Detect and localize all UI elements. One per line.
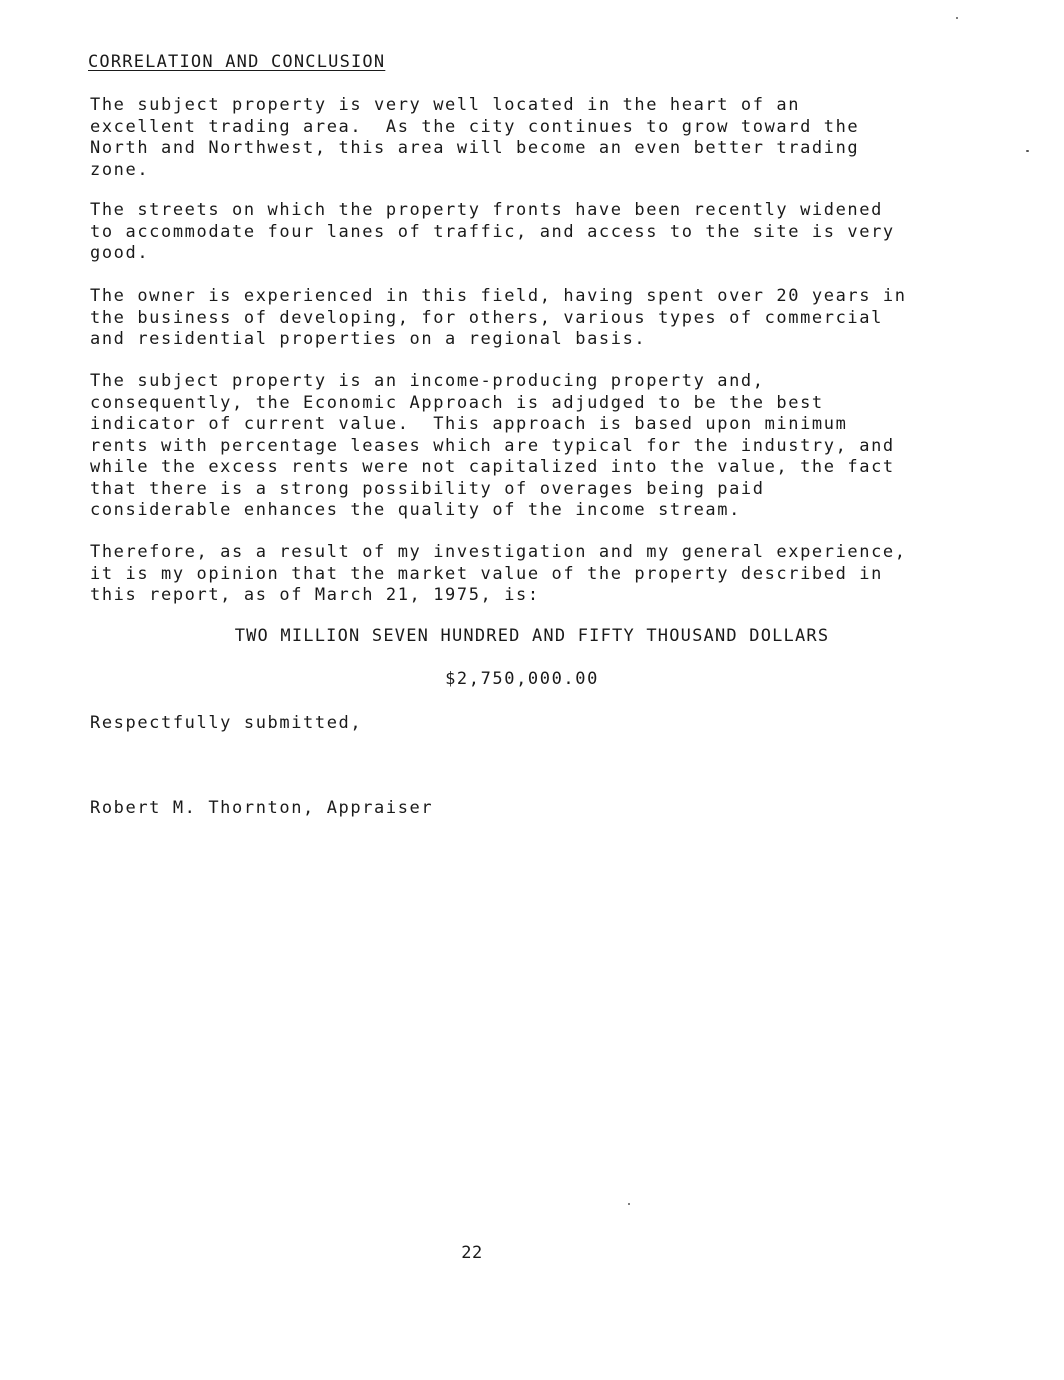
paragraph-line: indicator of current value. This approach is based upon minimum [90, 414, 848, 434]
paragraph-line: to accommodate four lanes of traffic, and access to the site is very [90, 221, 895, 242]
paragraph-line: and residential properties on a regional basis. [90, 329, 647, 349]
paragraph-line: Therefore, as a result of my investigation and my general experience, [90, 542, 907, 562]
value-amount: $2,750,000.00 [445, 669, 599, 689]
paragraph-opinion [90, 542, 1030, 607]
paragraph-line: rents with percentage leases which are typical for the industry, and [90, 435, 895, 456]
paragraph-line: consequently, the Economic Approach is adjudged to be the best [90, 392, 824, 413]
paragraph-line: while the excess rents were not capitalized into the value, the fact [90, 457, 895, 477]
paragraph-line: excellent trading area. As the city continues to grow toward the [90, 116, 860, 137]
paragraph-line: North and Northwest, this area will become an even better trading [90, 138, 860, 158]
paragraph-line: The streets on which the property fronts have been recently widened [90, 200, 883, 220]
paragraph-line: this report, as of March 21, 1975, is: [90, 585, 540, 605]
page-number: 22 [461, 1243, 483, 1263]
paragraph-streets [90, 200, 1030, 265]
value-in-words: TWO MILLION SEVEN HUNDRED AND FIFTY THOUSAND DOLLARS [234, 626, 830, 646]
scan-speck [628, 1203, 630, 1205]
closing-salutation: Respectfully submitted, [90, 713, 363, 733]
paragraph-line: good. [90, 243, 150, 263]
paragraph-line: The owner is experienced in this field, having spent over 20 years in [90, 286, 907, 306]
paragraph-line: that there is a strong possibility of overages being paid [90, 478, 765, 499]
section-heading: CORRELATION AND CONCLUSION [88, 52, 386, 72]
paragraph-line: considerable enhances the quality of the income stream. [90, 500, 741, 520]
paragraph-line: zone. [90, 159, 150, 180]
paragraph-line: it is my opinion that the market value of the property described in [90, 563, 883, 584]
paragraph-location [90, 95, 1030, 181]
paragraph-line: The subject property is very well located in the heart of an [90, 95, 801, 115]
scan-speck [1026, 150, 1029, 152]
paragraph-economic-approach [90, 371, 1030, 522]
paragraph-line: The subject property is an income-producing property and, [90, 371, 765, 391]
paragraph-line: the business of developing, for others, various types of commercial [90, 307, 883, 328]
scan-speck [956, 17, 958, 19]
paragraph-owner [90, 286, 1030, 351]
appraiser-signature-line: Robert M. Thornton, Appraiser [90, 798, 434, 818]
